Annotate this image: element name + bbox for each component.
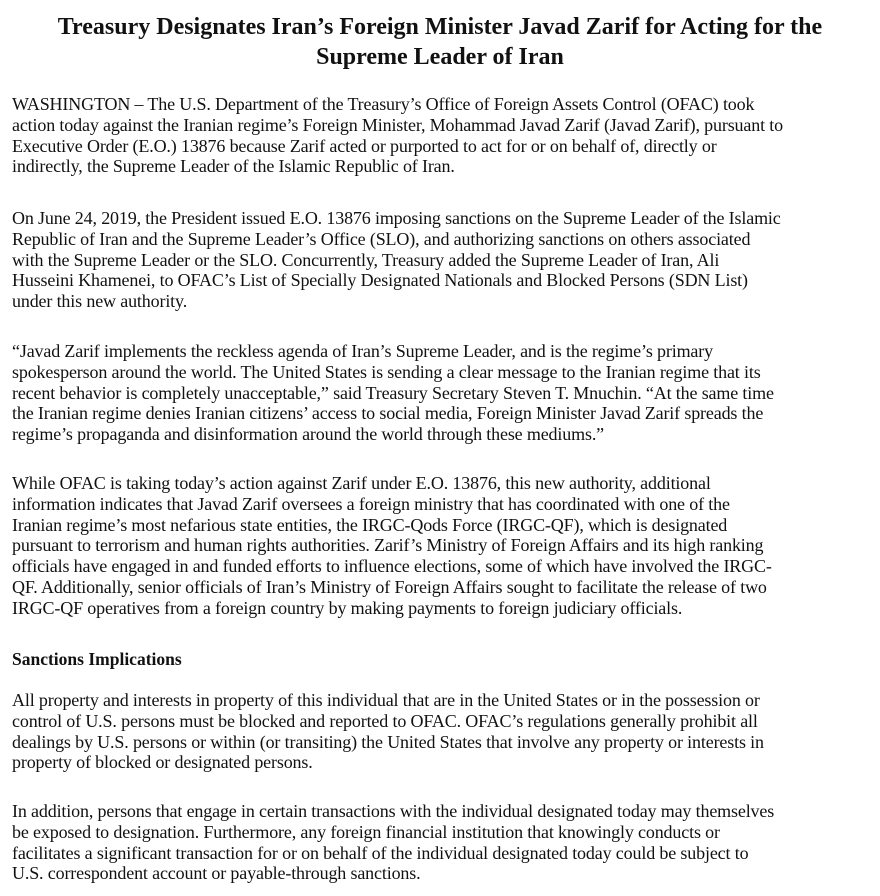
text-line: the Iranian regime denies Iranian citizens’ access to social media, Foreign Minister Javad Zarif spreads the [12,403,764,424]
text-line: All property and interests in property of this individual that are in the United States or in the possession or [12,690,760,710]
text-line: facilitates a significant transaction for or on behalf of the individual designated today could be subject to [12,842,749,863]
text-line: information indicates that Javad Zarif oversees a foreign ministry that has coordinated with one of the [12,493,730,514]
text-line: On June 24, 2019, the President issued E.O. 13876 imposing sanctions on the Supreme Leader of the Islamic [12,208,781,228]
text-line: WASHINGTON – The U.S. Department of the Treasury’s Office of Foreign Assets Control (OFAC) took [12,94,755,114]
text-line: spokesperson around the world. The United States is sending a clear message to the Iranian regime that its [12,361,761,382]
section-heading-sanctions-implications: Sanctions Implications [12,649,182,669]
text-line: control of U.S. persons must be blocked and reported to OFAC. OFAC’s regulations generally prohibit all [12,710,758,731]
text-line: U.S. correspondent account or payable-through sanctions. [12,863,421,884]
text-line: “Javad Zarif implements the reckless agenda of Iran’s Supreme Leader, and is the regime’s primary [12,341,713,361]
text-line: QF. Additionally, senior officials of Iran’s Ministry of Foreign Affairs sought to facilitate the release of two [12,576,767,597]
text-line: dealings by U.S. persons or within (or transiting) the United States that involve any property or interests in [12,731,764,752]
paragraph-secondary-sanctions [12,801,774,884]
text-line: property of blocked or designated persons. [12,752,313,773]
text-line: regime’s propaganda and disinformation around the world through these mediums.” [12,424,605,445]
text-line: be exposed to designation. Furthermore, any foreign financial institution that knowingly conducts or [12,821,720,842]
text-line: indirectly, the Supreme Leader of the Islamic Republic of Iran. [12,156,455,177]
text-line: with the Supreme Leader or the SLO. Concurrently, Treasury added the Supreme Leader of Iran, Ali [12,249,720,270]
text-line: Husseini Khamenei, to OFAC’s List of Specially Designated Nationals and Blocked Persons (SDN List) [12,270,748,291]
text-line: Executive Order (E.O.) 13876 because Zarif acted or purported to act for or on behalf of, directly or [12,135,717,156]
paragraph-washington [12,94,783,177]
text-line: IRGC-QF operatives from a foreign country by making payments to foreign judiciary officials. [12,597,683,618]
title-line-1: Treasury Designates Iran’s Foreign Minister Javad Zarif for Acting for the [57,14,823,40]
text-line: Iranian regime’s most nefarious state entities, the IRGC-Qods Force (IRGC-QF), which is designated [12,514,728,535]
text-line: officials have engaged in and funded efforts to influence elections, some of which have involved the IRGC- [12,556,772,577]
text-line: While OFAC is taking today’s action against Zarif under E.O. 13876, this new authority, additional [12,473,711,493]
text-line: action today against the Iranian regime’s Foreign Minister, Mohammad Javad Zarif (Javad Zarif), pursuant to [12,114,783,135]
paragraph-blocked-property [12,690,764,773]
page-title [20,12,860,72]
paragraph-mnuchin-quote [12,341,774,445]
paragraph-eo-13876 [12,208,781,312]
text-line: Republic of Iran and the Supreme Leader’s Office (SLO), and authorizing sanctions on others associated [12,228,751,249]
text-line: pursuant to terrorism and human rights authorities. Zarif’s Ministry of Foreign Affairs and its high ranking [12,535,764,556]
text-line: under this new authority. [12,291,188,312]
title-line-2: Supreme Leader of Iran [316,44,564,70]
text-line: In addition, persons that engage in certain transactions with the individual designated today may themselves [12,801,775,821]
paragraph-irgc-qf [12,473,772,619]
text-line: recent behavior is completely unacceptable,” said Treasury Secretary Steven T. Mnuchin. “At the same time [12,382,774,403]
